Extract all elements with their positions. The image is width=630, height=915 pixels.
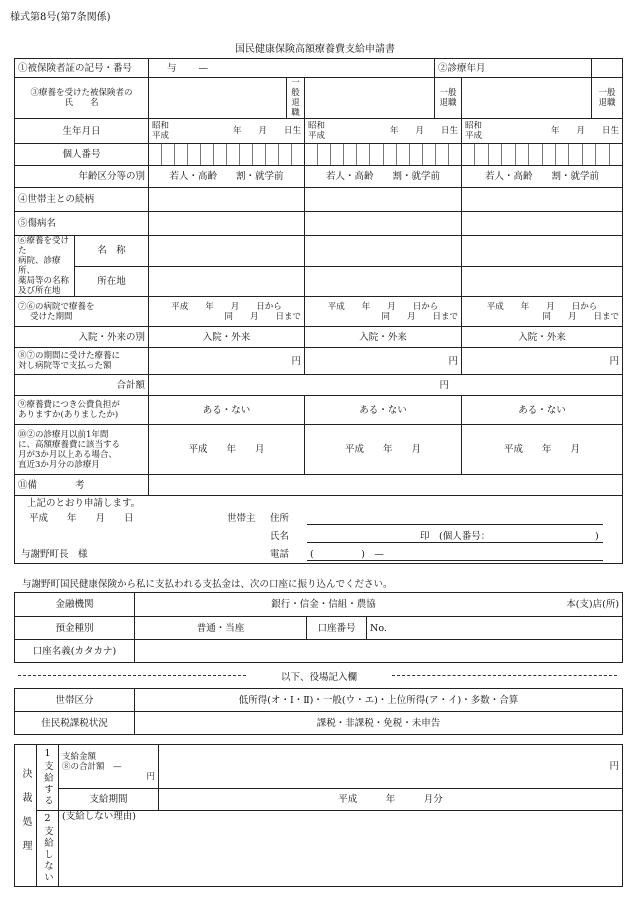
household-category-value[interactable]: 低所得(オ・Ⅰ・Ⅱ)・一般(ウ・エ)・上位所得(ア・イ)・多数・合算 (135, 689, 623, 712)
divider-right (392, 675, 617, 676)
office-use-label: 以下、役場記入欄 (280, 672, 357, 683)
history-month-2[interactable]: 平成 年 月 (305, 425, 462, 475)
age-category-3[interactable]: 若人・高齢 割・就学前 (462, 166, 623, 188)
relation-label: ④世帯主との続柄 (15, 188, 149, 212)
hospital-address-input-1[interactable] (149, 266, 305, 297)
hospital-label: ⑥療養を受けた 病院、診療所、 薬局等の名称 及び所在地 (15, 236, 75, 297)
disease-label: ⑤傷病名 (15, 212, 149, 236)
paid-amount-1[interactable]: 円 (149, 348, 305, 375)
treatment-period-label: ⑦⑥の病院で療養を 受けた期間 (15, 297, 149, 327)
age-category-label: 年齢区分等の別 (15, 166, 149, 188)
hospital-name-label: 名 称 (75, 236, 149, 267)
apply-statement: 上記のとおり申請します。 (27, 498, 141, 509)
pay-amount-label: 支給金額 ⑧の合計額 — 円 (59, 745, 159, 789)
relation-input-1[interactable] (149, 188, 305, 212)
hospital-name-input-1[interactable] (149, 236, 305, 267)
bank-institution-input[interactable]: 銀行・信金・信組・農協 本(支)店(所) (135, 593, 623, 617)
pay-amount-input[interactable]: 円 (159, 745, 623, 789)
account-holder-label: 口座名義(カタカナ) (15, 640, 135, 663)
hospital-address-input-3[interactable] (462, 266, 623, 297)
hospital-name-input-3[interactable] (462, 236, 623, 267)
public-burden-2[interactable]: ある・ない (305, 396, 462, 425)
disease-input-2[interactable] (305, 212, 462, 236)
seal-close: ) (595, 531, 599, 542)
decision-pay[interactable]: 1支給する (37, 745, 59, 811)
householder-label: 世帯主 (227, 513, 256, 524)
account-number-label: 口座番号 (307, 617, 367, 640)
account-number-input[interactable]: No. (367, 617, 623, 640)
paid-amount-3[interactable]: 円 (462, 348, 623, 375)
paid-amount-label: ⑧⑦の期間に受けた療養に 対し病院等で支払った額 (15, 348, 149, 375)
history-month-1[interactable]: 平成 年 月 (149, 425, 305, 475)
hospital-name-input-2[interactable] (305, 236, 462, 267)
history-label: ⑩②の診療月以前1年間 に、高額療養費に該当する 月が3か月以上ある場合、 直近3か月分の診療月 (15, 425, 149, 475)
application-table (14, 58, 623, 564)
seal-personal-number: 印 (個人番号： (420, 531, 491, 542)
disease-input-3[interactable] (462, 212, 623, 236)
paid-amount-2[interactable]: 円 (305, 348, 462, 375)
decision-table (14, 744, 623, 887)
birth-date-label: 生年月日 (15, 119, 149, 144)
inpatient-outpatient-label: 入院・外来の別 (15, 327, 149, 348)
public-burden-1[interactable]: ある・ない (149, 396, 305, 425)
form-title: 国民健康保険高額療養費支給申請書 (235, 44, 395, 55)
disease-input-1[interactable] (149, 212, 305, 236)
decision-label: 決裁処理 (15, 745, 37, 887)
treatment-month-label: ②診療年月 (435, 59, 592, 78)
tax-status-value[interactable]: 課税・非課税・免税・未申告 (135, 712, 623, 735)
remarks-input[interactable] (149, 475, 623, 496)
insured-name-input-1[interactable] (149, 78, 287, 119)
relation-input-2[interactable] (305, 188, 462, 212)
decision-no-pay[interactable]: 2支給しない (37, 811, 59, 887)
pay-period-input[interactable]: 平成 年 月分 (159, 789, 623, 811)
personal-number-input-3[interactable] (462, 144, 623, 166)
treatment-period-3[interactable]: 平成 年 月 日から 同 月 日まで (462, 297, 623, 327)
insured-name-input-2[interactable] (305, 78, 435, 119)
relation-input-3[interactable] (462, 188, 623, 212)
insured-card-input[interactable]: 与 — (149, 59, 435, 78)
mayor-address: 与謝野町長 様 (21, 549, 88, 560)
category-2[interactable]: 一般 退職 (435, 78, 462, 119)
insured-name-input-3[interactable] (462, 78, 592, 119)
address-label: 住所 (270, 513, 290, 524)
total-amount-label: 合計額 (15, 375, 149, 396)
personal-number-label: 個人番号 (15, 144, 149, 166)
age-category-1[interactable]: 若人・高齢 割・就学前 (149, 166, 305, 188)
public-burden-3[interactable]: ある・ない (462, 396, 623, 425)
treatment-period-1[interactable]: 平成 年 月 日から 同 月 日まで (149, 297, 305, 327)
household-category-label: 世帯区分 (15, 689, 135, 712)
inpatient-outpatient-3[interactable]: 入院・外来 (462, 327, 623, 348)
divider-left (18, 675, 246, 676)
application-signature-block (15, 496, 623, 564)
bank-table (14, 592, 623, 663)
apply-date[interactable]: 平成 年 月 日 (29, 513, 134, 524)
account-holder-input[interactable] (135, 640, 623, 663)
treatment-month-input[interactable] (592, 59, 623, 78)
no-pay-reason-input[interactable]: (支給しない理由) (59, 811, 623, 887)
inpatient-outpatient-1[interactable]: 入院・外来 (149, 327, 305, 348)
phone-label: 電話 (270, 549, 290, 560)
pay-period-label: 支給期間 (59, 789, 159, 811)
insured-card-label: ①被保険者証の記号・番号 (15, 59, 149, 78)
category-3[interactable]: 一般 退職 (592, 78, 623, 119)
office-table (14, 688, 623, 735)
name-line[interactable] (307, 542, 603, 543)
birth-date-input-1[interactable]: 昭和 平成 年 月 日生 (149, 119, 305, 144)
category-1[interactable]: 一般 退職 (287, 78, 305, 119)
phone-line (307, 560, 603, 561)
birth-date-input-3[interactable]: 昭和 平成 年 月 日生 (462, 119, 623, 144)
bank-note: 与謝野町国民健康保険から私に支払われる支払金は、次の口座に振り込んでください。 (22, 579, 393, 590)
hospital-address-input-2[interactable] (305, 266, 462, 297)
public-burden-label: ⑨療養費につき公費負担が ありますか(ありましたか) (15, 396, 149, 425)
name-label: 氏名 (270, 531, 290, 542)
account-type-label: 預金種別 (15, 617, 135, 640)
bank-institution-label: 金融機関 (15, 593, 135, 617)
personal-number-input-1[interactable] (149, 144, 305, 166)
inpatient-outpatient-2[interactable]: 入院・外来 (305, 327, 462, 348)
birth-date-input-2[interactable]: 昭和 平成 年 月 日生 (305, 119, 462, 144)
tax-status-label: 住民税課税状況 (15, 712, 135, 735)
hospital-address-label: 所在地 (75, 266, 149, 297)
history-month-3[interactable]: 平成 年 月 (462, 425, 623, 475)
phone-input[interactable]: ( ) — (310, 549, 384, 560)
treatment-period-2[interactable]: 平成 年 月 日から 同 月 日まで (305, 297, 462, 327)
account-type-input[interactable]: 普通・当座 (135, 617, 307, 640)
form-number: 様式第8号(第7条関係) (10, 12, 111, 23)
address-line[interactable] (307, 524, 603, 525)
personal-number-input-2[interactable] (305, 144, 462, 166)
total-amount-input[interactable]: 円 (149, 375, 623, 396)
age-category-2[interactable]: 若人・高齢 割・就学前 (305, 166, 462, 188)
insured-name-label: ③療養を受けた被保険者の 氏 名 (15, 78, 149, 119)
remarks-label: ⑪備 考 (15, 475, 149, 496)
